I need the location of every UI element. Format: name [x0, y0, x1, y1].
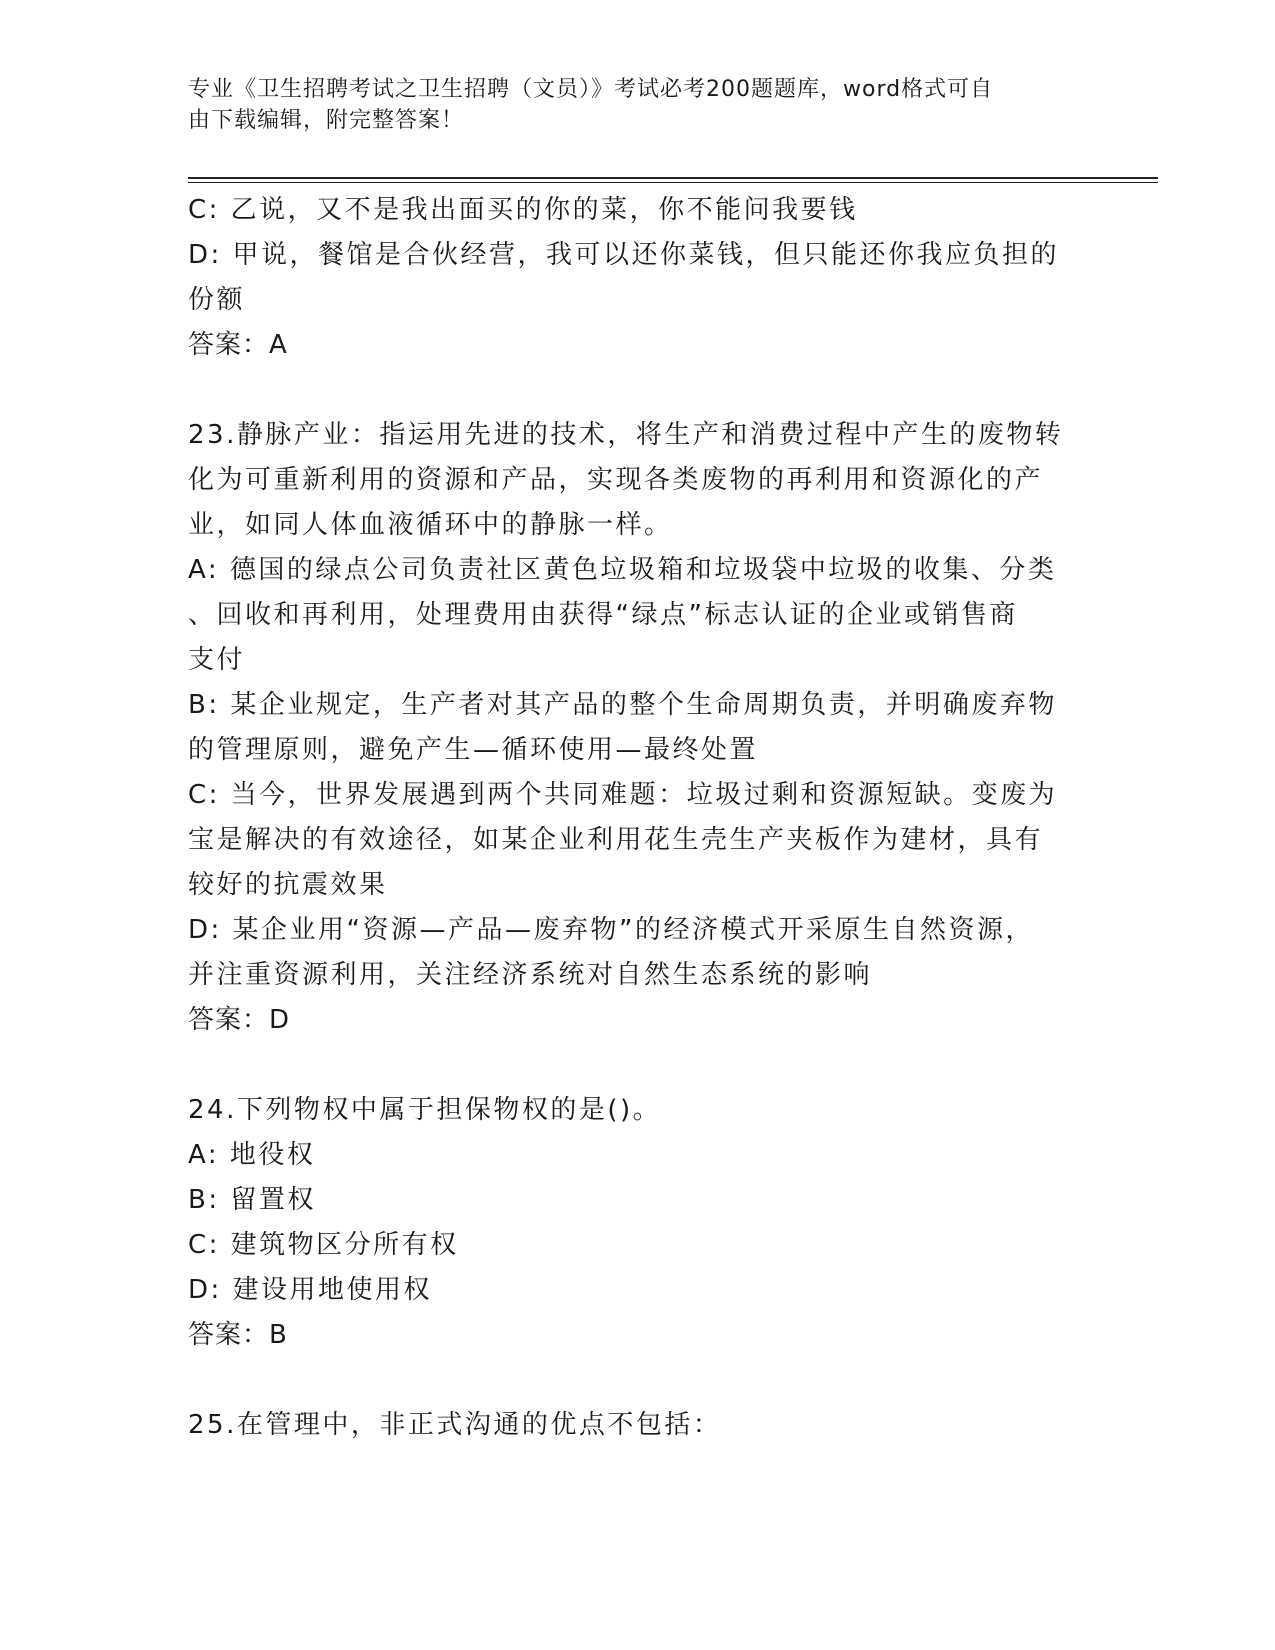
- q23-option-d-line-1: D: 某企业用“资源—产品—废弃物”的经济模式开采原生自然资源，: [188, 915, 1034, 945]
- spacer: [188, 1358, 1088, 1403]
- q22-option-d-line-1: D: 甲说，餐馆是合伙经营，我可以还你菜钱，但只能还你我应负担的: [188, 240, 1060, 270]
- q24-option-b: B: 留置权: [188, 1185, 316, 1215]
- header-divider-thick: [188, 177, 1158, 179]
- q24-option-d: D: 建设用地使用权: [188, 1275, 433, 1305]
- q23-option-b-line-2: 的管理原则，避免产生—循环使用—最终处置: [188, 735, 759, 765]
- q23-stem-line-2: 化为可重新利用的资源和产品，实现各类废物的再利用和资源化的产: [188, 465, 1044, 495]
- header-line-1: 专业《卫生招聘考试之卫生招聘（文员）》考试必考200题题库，word格式可自: [188, 77, 994, 102]
- q23-option-d-line-2: 并注重资源利用，关注经济系统对自然生态系统的影响: [188, 960, 873, 990]
- q23-answer: 答案：D: [188, 1005, 291, 1035]
- q23-stem-line-3: 业，如同人体血液循环中的静脉一样。: [188, 510, 673, 540]
- q23-option-c-line-1: C: 当今，世界发展遇到两个共同难题：垃圾过剩和资源短缺。变废为: [188, 780, 1058, 810]
- question-23: [188, 413, 1088, 1043]
- q22-option-d-line-2: 份额: [188, 285, 246, 315]
- question-24: [188, 1088, 1088, 1358]
- q25-stem: 25.在管理中，非正式沟通的优点不包括：: [188, 1410, 722, 1440]
- q22-option-c: C: 乙说，又不是我出面买的你的菜，你不能问我要钱: [188, 195, 858, 225]
- question-25: [188, 1403, 1088, 1448]
- q23-option-c-line-3: 较好的抗震效果: [188, 870, 388, 900]
- document-header: [188, 74, 1068, 136]
- header-divider-thin: [188, 182, 1158, 183]
- spacer: [188, 368, 1088, 413]
- q23-option-a-line-2: 、回收和再利用，处理费用由获得“绿点”标志认证的企业或销售商: [188, 600, 1018, 630]
- q24-stem: 24.下列物权中属于担保物权的是()。: [188, 1095, 662, 1125]
- q23-option-a-line-3: 支付: [188, 645, 246, 675]
- q23-option-c-line-2: 宝是解决的有效途径，如某企业利用花生壳生产夹板作为建材，具有: [188, 825, 1044, 855]
- q22-answer: 答案：A: [188, 330, 288, 360]
- q24-answer: 答案：B: [188, 1320, 288, 1350]
- q23-stem-line-1: 23.静脉产业：指运用先进的技术，将生产和消费过程中产生的废物转: [188, 420, 1064, 450]
- question-22-continued: [188, 188, 1088, 368]
- q24-option-c: C: 建筑物区分所有权: [188, 1230, 459, 1260]
- q23-option-a-line-1: A: 德国的绿点公司负责社区黄色垃圾箱和垃圾袋中垃圾的收集、分类: [188, 555, 1057, 585]
- document-body: [188, 188, 1088, 1448]
- header-line-2: 由下载编辑，附完整答案！: [188, 108, 465, 133]
- q24-option-a: A: 地役权: [188, 1140, 316, 1170]
- spacer: [188, 1043, 1088, 1088]
- q23-option-b-line-1: B: 某企业规定，生产者对其产品的整个生命周期负责，并明确废弃物: [188, 690, 1057, 720]
